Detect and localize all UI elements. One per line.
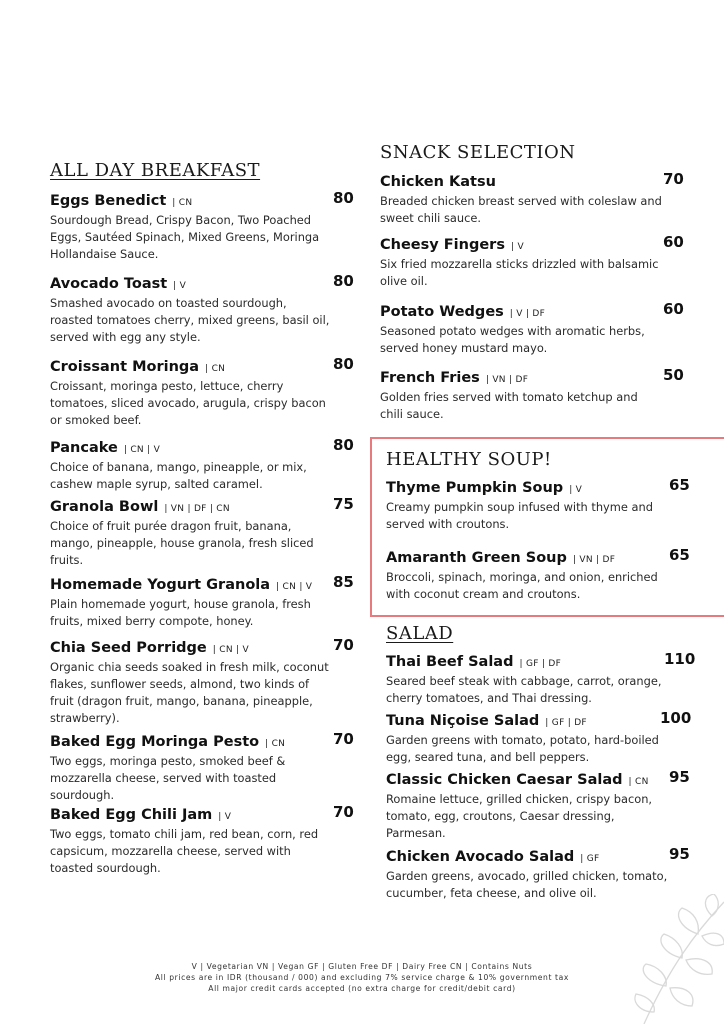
- breakfast-title: ALL DAY BREAKFAST: [50, 160, 261, 181]
- snack-title: SNACK SELECTION: [380, 142, 576, 163]
- menu-item: [50, 272, 354, 346]
- item-price: 70: [333, 730, 354, 748]
- item-name: Baked Egg Chili Jam: [50, 807, 213, 823]
- item-tags: | V: [173, 281, 187, 291]
- item-tags: | CN: [265, 739, 286, 749]
- menu-item: [380, 233, 684, 290]
- item-name: Pancake: [50, 440, 118, 456]
- menu-footer: [0, 961, 724, 994]
- item-name: Cheesy Fingers: [380, 237, 505, 253]
- item-tags: | CN | V: [276, 582, 313, 592]
- menu-item: [50, 355, 354, 429]
- item-price: 80: [333, 355, 354, 373]
- menu-item: [50, 573, 354, 630]
- item-description: Garden greens with tomato, potato, hard-boiled egg, seared tuna, and bell peppers.: [386, 733, 659, 764]
- item-name: Chicken Avocado Salad: [386, 849, 575, 865]
- item-price: 65: [669, 476, 690, 494]
- item-price: 65: [669, 546, 690, 564]
- menu-item: [50, 495, 354, 569]
- item-tags: | V: [569, 485, 583, 495]
- item-name: Amaranth Green Soup: [386, 550, 567, 566]
- item-tags: | CN | V: [123, 445, 161, 455]
- item-tags: | CN: [205, 364, 226, 374]
- item-name: Avocado Toast: [50, 276, 168, 292]
- item-description: Croissant, moringa pesto, lettuce, cherry tomatoes, sliced avocado, arugula, crispy bacon or smoked beef.: [50, 379, 326, 427]
- item-description: Choice of fruit purée dragon fruit, banana, mango, pineapple, house granola, fresh sliced fruits.: [50, 519, 314, 567]
- menu-item: [386, 709, 692, 766]
- item-tags: | CN: [172, 198, 193, 208]
- item-tags: | VN | DF: [485, 375, 529, 385]
- item-price: 60: [663, 233, 684, 251]
- item-name: Potato Wedges: [380, 304, 504, 320]
- item-tags: | CN: [628, 777, 649, 787]
- item-description: Garden greens, avocado, grilled chicken, tomato, cucumber, feta cheese, and olive oil.: [386, 869, 668, 900]
- prices-note: All prices are in IDR (thousand / 000) and excluding 7% service charge & 10% government tax: [155, 973, 569, 982]
- item-price: 80: [333, 436, 354, 454]
- item-description: Smashed avocado on toasted sourdough, roasted tomatoes cherry, mixed greens, basil oil, served with egg any style.: [50, 296, 330, 344]
- item-name: Thyme Pumpkin Soup: [386, 480, 564, 496]
- item-name: Croissant Moringa: [50, 359, 200, 375]
- menu-item: [380, 300, 684, 357]
- item-name: Chicken Katsu: [380, 174, 496, 190]
- item-description: Two eggs, moringa pesto, smoked beef & mozzarella cheese, served with toasted sourdough.: [50, 754, 286, 802]
- item-tags: | GF | DF: [545, 718, 587, 728]
- item-name: Granola Bowl: [50, 499, 159, 515]
- item-price: 85: [333, 573, 354, 591]
- menu-item: [380, 170, 684, 227]
- menu-item: [50, 636, 354, 727]
- item-price: 70: [333, 803, 354, 821]
- item-description: Choice of banana, mango, pineapple, or mix, cashew maple syrup, salted caramel.: [50, 460, 307, 491]
- item-price: 110: [664, 650, 696, 668]
- item-description: Seared beef steak with cabbage, carrot, orange, cherry tomatoes, and Thai dressing.: [386, 674, 662, 705]
- menu-item: [380, 366, 684, 423]
- item-description: Organic chia seeds soaked in fresh milk, coconut flakes, sunflower seeds, almond, two kinds of fruit (dragon fruit, mango, banana, pineapple, strawberry).: [50, 660, 329, 725]
- item-tags: | V | DF: [509, 309, 546, 319]
- item-tags: | V: [510, 242, 524, 252]
- item-name: Thai Beef Salad: [386, 654, 514, 670]
- item-tags: | VN | DF | CN: [164, 504, 230, 514]
- item-description: Creamy pumpkin soup infused with thyme and served with croutons.: [386, 500, 653, 531]
- menu-item: [386, 768, 690, 842]
- item-name: Eggs Benedict: [50, 193, 167, 209]
- menu-item: [386, 650, 696, 707]
- item-price: 80: [333, 272, 354, 290]
- item-price: 70: [333, 636, 354, 654]
- item-name: Baked Egg Moringa Pesto: [50, 734, 260, 750]
- item-description: Six fried mozzarella sticks drizzled with balsamic olive oil.: [380, 257, 659, 288]
- item-price: 95: [669, 768, 690, 786]
- menu-item: [50, 803, 354, 877]
- item-tags: | CN | V: [212, 645, 249, 655]
- item-tags: | V: [218, 812, 232, 822]
- leaf-branch-icon: [574, 894, 724, 1024]
- menu-item: [50, 189, 354, 263]
- menu-item: [386, 476, 690, 533]
- item-description: Plain homemade yogurt, house granola, fresh fruits, mixed berry compote, honey.: [50, 597, 311, 628]
- payment-note: All major credit cards accepted (no extra charge for credit/debit card): [208, 984, 516, 993]
- item-name: French Fries: [380, 370, 480, 386]
- menu-item: [386, 546, 690, 603]
- item-price: 95: [669, 845, 690, 863]
- item-price: 50: [663, 366, 684, 384]
- item-price: 80: [333, 189, 354, 207]
- item-description: Golden fries served with tomato ketchup and chili sauce.: [380, 390, 638, 421]
- item-description: Sourdough Bread, Crispy Bacon, Two Poached Eggs, Sautéed Spinach, Mixed Greens, Moringa Hollandaise Sauce.: [50, 213, 320, 261]
- item-description: Romaine lettuce, grilled chicken, crispy bacon, tomato, egg, croutons, Caesar dressing, Parmesan.: [386, 792, 653, 840]
- item-price: 60: [663, 300, 684, 318]
- item-description: Broccoli, spinach, moringa, and onion, enriched with coconut cream and croutons.: [386, 570, 658, 601]
- item-description: Two eggs, tomato chili jam, red bean, corn, red capsicum, mozzarella cheese, served with toasted sourdough.: [50, 827, 319, 875]
- item-description: Seasoned potato wedges with aromatic herbs, served honey mustard mayo.: [380, 324, 645, 355]
- item-name: Homemade Yogurt Granola: [50, 577, 271, 593]
- menu-item: [50, 436, 354, 493]
- item-price: 75: [333, 495, 354, 513]
- dietary-legend: V | Vegetarian VN | Vegan GF | Gluten Free DF | Dairy Free CN | Contains Nuts: [191, 962, 533, 971]
- menu-item: [50, 730, 354, 804]
- item-tags: | GF: [580, 854, 600, 864]
- item-name: Chia Seed Porridge: [50, 640, 207, 656]
- item-name: Classic Chicken Caesar Salad: [386, 772, 623, 788]
- item-description: Breaded chicken breast served with coleslaw and sweet chili sauce.: [380, 194, 662, 225]
- item-tags: | GF | DF: [519, 659, 562, 669]
- soup-title: HEALTHY SOUP!: [386, 449, 552, 470]
- salad-title: SALAD: [386, 623, 454, 644]
- item-price: 70: [663, 170, 684, 188]
- item-tags: | VN | DF: [572, 555, 616, 565]
- item-name: Tuna Niçoise Salad: [386, 713, 540, 729]
- item-price: 100: [660, 709, 692, 727]
